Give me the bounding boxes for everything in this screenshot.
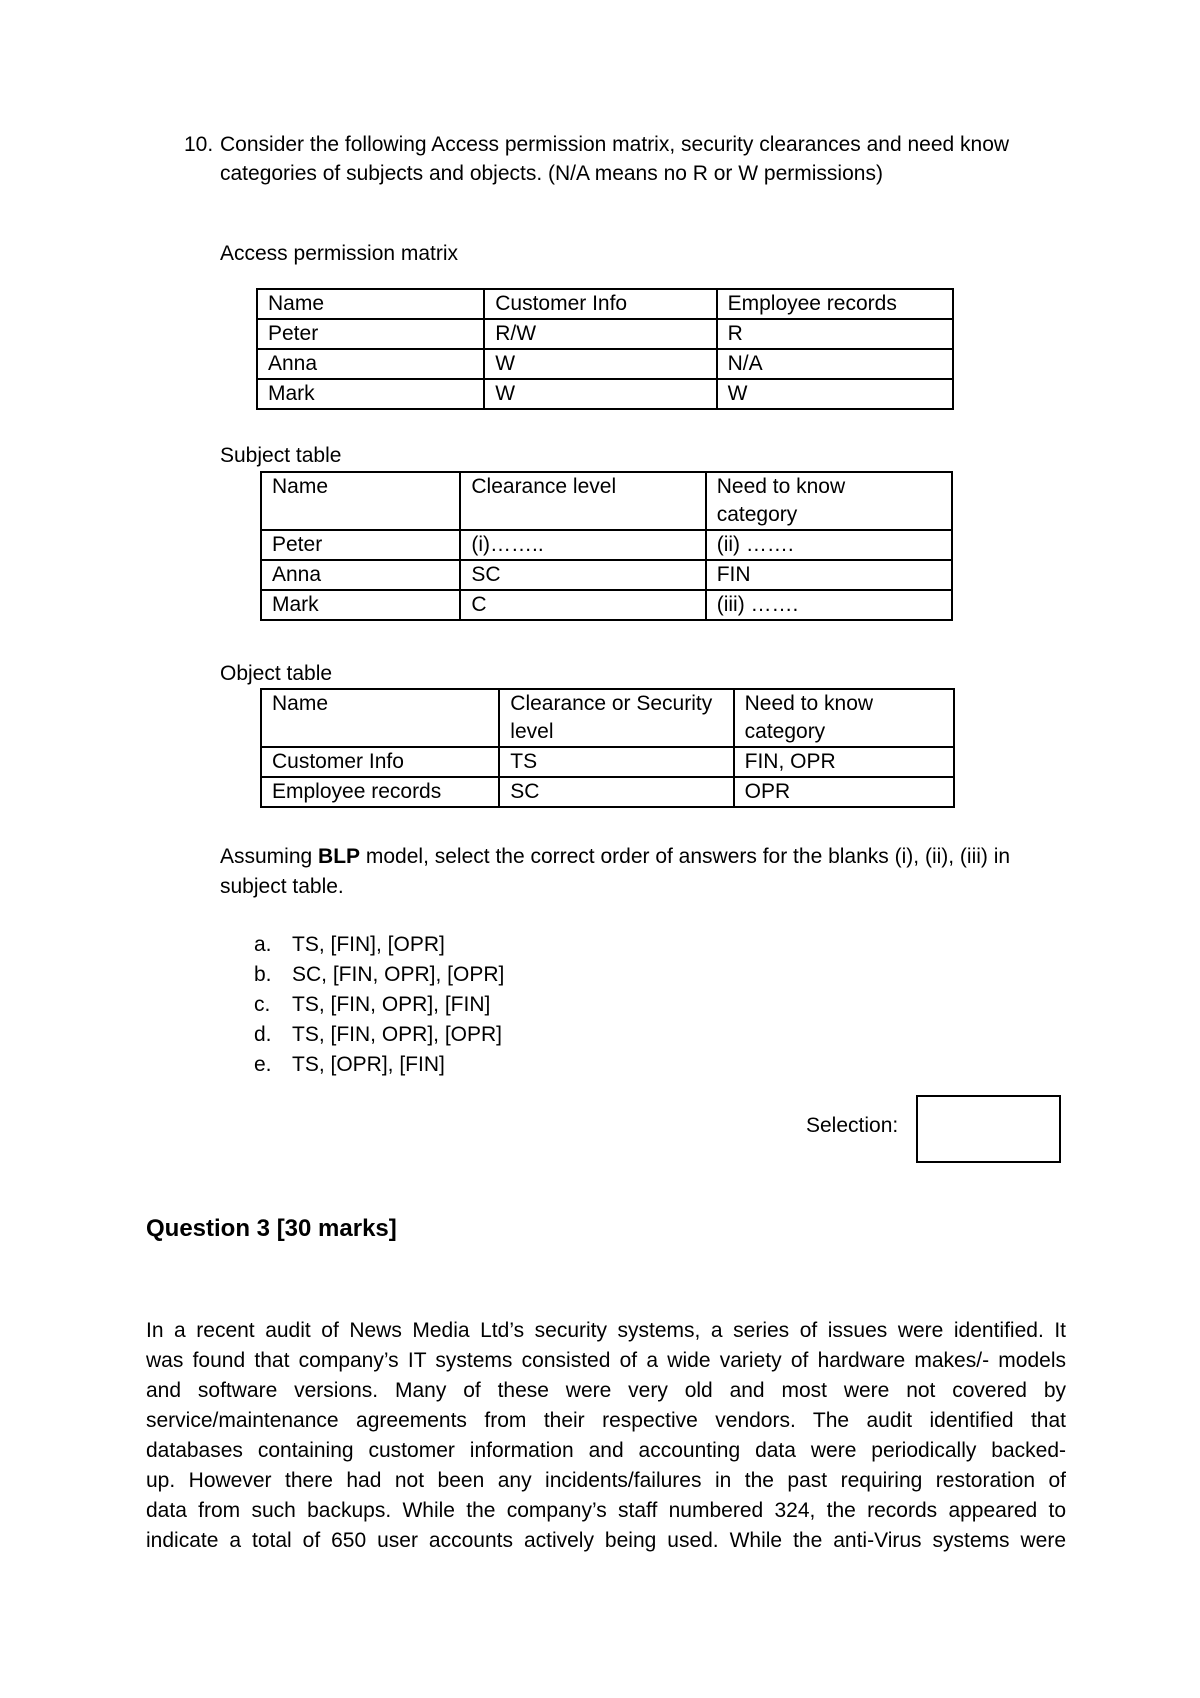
paragraph-line: databases containing customer information and accounting data were periodically backed- bbox=[146, 1439, 1066, 1462]
subject-table-title: Subject table bbox=[220, 444, 342, 467]
table-cell: W bbox=[717, 379, 953, 409]
access-matrix-title: Access permission matrix bbox=[220, 242, 459, 265]
table-cell: W bbox=[484, 349, 716, 379]
header-line: Need to know bbox=[716, 475, 846, 498]
header-line: Need to know bbox=[744, 692, 874, 715]
table-cell: FIN, OPR bbox=[734, 747, 954, 777]
table-cell bbox=[499, 689, 733, 747]
table-cell: (iii) ……. bbox=[706, 590, 952, 620]
table-cell: R bbox=[717, 319, 953, 349]
table-row bbox=[261, 530, 952, 560]
paragraph-line: data from such backups. While the company’s staff numbered 324, the records appeared to bbox=[146, 1499, 1066, 1522]
table-cell: FIN bbox=[706, 560, 952, 590]
question-3-heading: Question 3 [30 marks] bbox=[146, 1215, 397, 1242]
table-row bbox=[257, 319, 953, 349]
option-text: TS, [FIN], [OPR] bbox=[292, 933, 445, 956]
table-cell: Name bbox=[261, 472, 460, 530]
table-cell: W bbox=[484, 379, 716, 409]
table-cell bbox=[734, 689, 954, 747]
prompt-post: model, select the correct order of answers for the blanks (i), (ii), (iii) in bbox=[360, 845, 1011, 868]
table-cell: N/A bbox=[717, 349, 953, 379]
selection-label: Selection: bbox=[806, 1114, 899, 1137]
table-cell: Customer Info bbox=[484, 289, 716, 319]
option-item[interactable] bbox=[254, 990, 504, 1020]
prompt-bold: BLP bbox=[318, 845, 361, 868]
question-3-paragraph bbox=[146, 1316, 1066, 1556]
paragraph-line: was found that company’s IT systems consisted of a wide variety of hardware makes/- models bbox=[146, 1349, 1066, 1372]
table-row bbox=[261, 590, 952, 620]
paragraph-line: and software versions. Many of these were very old and most were not covered by bbox=[146, 1379, 1066, 1402]
question-number: 10. bbox=[184, 133, 214, 156]
option-text: TS, [OPR], [FIN] bbox=[292, 1053, 445, 1076]
question-text-line-2: categories of subjects and objects. (N/A means no R or W permissions) bbox=[220, 162, 883, 185]
option-letter: a. bbox=[254, 933, 272, 956]
table-header-row bbox=[257, 289, 953, 319]
table-cell: Mark bbox=[257, 379, 484, 409]
option-letter: c. bbox=[254, 993, 271, 1016]
table-row bbox=[261, 777, 954, 807]
table-cell: Mark bbox=[261, 590, 460, 620]
table-cell: Customer Info bbox=[261, 747, 499, 777]
table-cell: Employee records bbox=[261, 777, 499, 807]
option-letter: e. bbox=[254, 1053, 272, 1076]
paragraph-line: indicate a total of 650 user accounts actively being used. While the anti-Virus systems were bbox=[146, 1529, 1066, 1552]
table-cell: Anna bbox=[261, 560, 460, 590]
access-matrix-table bbox=[256, 288, 954, 410]
object-table bbox=[260, 688, 955, 808]
question-text-line-1: Consider the following Access permission matrix, security clearances and need know bbox=[220, 133, 1010, 156]
option-text: SC, [FIN, OPR], [OPR] bbox=[292, 963, 505, 986]
table-header-row bbox=[261, 689, 954, 747]
option-letter: b. bbox=[254, 963, 272, 986]
table-cell: C bbox=[460, 590, 705, 620]
header-line: level bbox=[510, 720, 554, 743]
answer-options bbox=[254, 930, 504, 1080]
table-cell: Name bbox=[257, 289, 484, 319]
option-letter: d. bbox=[254, 1023, 272, 1046]
option-item[interactable] bbox=[254, 960, 504, 990]
option-item[interactable] bbox=[254, 1020, 504, 1050]
header-line: Clearance or Security bbox=[510, 692, 713, 715]
table-cell: Peter bbox=[257, 319, 484, 349]
prompt-line-1 bbox=[220, 842, 1010, 871]
table-cell: SC bbox=[499, 777, 733, 807]
table-cell: (ii) ……. bbox=[706, 530, 952, 560]
paragraph-line: In a recent audit of News Media Ltd’s security systems, a series of issues were identified. It bbox=[146, 1319, 1066, 1342]
paragraph-line: service/maintenance agreements from their respective vendors. The audit identified that bbox=[146, 1409, 1066, 1432]
table-cell: Peter bbox=[261, 530, 460, 560]
table-row bbox=[261, 747, 954, 777]
table-cell: OPR bbox=[734, 777, 954, 807]
option-item[interactable] bbox=[254, 930, 504, 960]
option-text: TS, [FIN, OPR], [OPR] bbox=[292, 1023, 503, 1046]
table-row bbox=[261, 560, 952, 590]
table-cell: Anna bbox=[257, 349, 484, 379]
option-item[interactable] bbox=[254, 1050, 504, 1080]
header-line: category bbox=[716, 503, 798, 526]
table-cell bbox=[706, 472, 952, 530]
object-table-title: Object table bbox=[220, 662, 333, 685]
paragraph-line: up. However there had not been any incidents/failures in the past requiring restoration of bbox=[146, 1469, 1066, 1492]
subject-table bbox=[260, 471, 953, 621]
prompt-line-2: subject table. bbox=[220, 875, 344, 898]
prompt-pre: Assuming bbox=[220, 845, 319, 868]
table-cell: (i)…….. bbox=[460, 530, 705, 560]
selection-box[interactable] bbox=[916, 1095, 1061, 1163]
table-row bbox=[257, 379, 953, 409]
table-cell: Employee records bbox=[717, 289, 953, 319]
header-line: category bbox=[744, 720, 826, 743]
table-header-row bbox=[261, 472, 952, 530]
table-cell: R/W bbox=[484, 319, 716, 349]
table-cell: Name bbox=[261, 689, 499, 747]
table-row bbox=[257, 349, 953, 379]
table-cell: Clearance level bbox=[460, 472, 705, 530]
table-cell: TS bbox=[499, 747, 733, 777]
option-text: TS, [FIN, OPR], [FIN] bbox=[292, 993, 491, 1016]
table-cell: SC bbox=[460, 560, 705, 590]
